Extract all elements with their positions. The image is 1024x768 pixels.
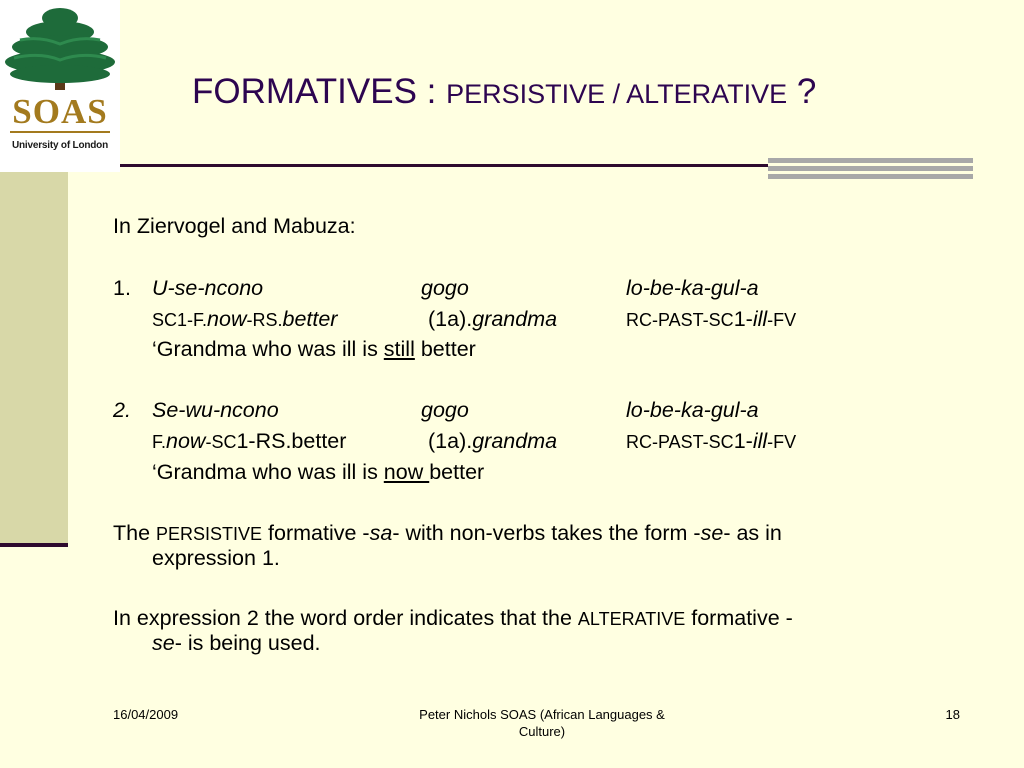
title-mark: ?	[787, 72, 817, 111]
logo-subtitle: University of London	[11, 140, 108, 151]
example-2-word-1: Se-wu-ncono	[152, 398, 279, 422]
example-2-word-2: gogo	[421, 398, 469, 422]
example-1-translation	[152, 339, 476, 361]
example-1-gloss-1	[152, 309, 337, 331]
text-part: - as in	[723, 521, 782, 545]
text-part: - with non-verbs takes the form -	[392, 521, 701, 545]
gloss-part: 1-	[733, 429, 753, 453]
gloss-part: RC-PAST-SC	[626, 432, 734, 452]
example-1-word-1: U-se-ncono	[152, 276, 264, 300]
footer-author-line-2: Culture)	[518, 723, 566, 739]
gloss-part: -FV	[767, 310, 797, 330]
term-persistive: PERSISTIVE	[156, 524, 263, 544]
morpheme: sa	[369, 521, 393, 545]
example-1-gloss-2	[428, 309, 557, 331]
translation-part: ‘Grandma who was ill is	[152, 460, 384, 484]
footer-author	[392, 707, 692, 741]
gloss-part: F.	[152, 432, 167, 452]
example-2-word-3: lo-be-ka-gul-a	[626, 398, 759, 422]
gloss-part: ill	[752, 429, 768, 453]
text-part: In expression 2 the word order indicates that the	[113, 606, 578, 630]
gloss-part: -FV	[767, 432, 797, 452]
term-alterative: ALTERATIVE	[577, 609, 686, 629]
gloss-part: 1-	[733, 307, 753, 331]
example-1-word-2: gogo	[421, 276, 469, 300]
gloss-part: RC-PAST-SC	[626, 310, 734, 330]
paragraph-2-line-2	[152, 633, 321, 655]
title-sub: PERSISTIVE / ALTERATIVE	[446, 79, 788, 109]
gloss-part: -SC	[205, 432, 237, 452]
translation-emphasis: now	[383, 460, 430, 484]
example-2-gloss-3	[626, 431, 796, 453]
text-part: The	[113, 521, 157, 545]
gloss-part: SC	[152, 310, 178, 330]
footer-page-number: 18	[945, 707, 960, 722]
gloss-part: ill	[752, 307, 768, 331]
text-part: formative -	[262, 521, 370, 545]
example-1-number: 1.	[113, 276, 131, 300]
gloss-part: grandma	[472, 429, 558, 453]
gloss-part: better	[282, 307, 338, 331]
example-2-translation	[152, 462, 484, 484]
example-2-number: 2.	[113, 398, 131, 422]
translation-emphasis: still	[383, 337, 415, 361]
translation-part: better	[429, 460, 485, 484]
logo-text: SOAS	[12, 92, 108, 131]
gloss-part: now	[166, 429, 206, 453]
translation-part: better	[414, 337, 476, 361]
example-1-word-3: lo-be-ka-gul-a	[626, 276, 759, 300]
example-1-gloss-3	[626, 309, 796, 331]
text-part: - is being used.	[174, 631, 321, 655]
example-2-gloss-2	[428, 431, 557, 453]
example-2-gloss-1	[152, 431, 346, 453]
morpheme: se	[700, 521, 724, 545]
gloss-part: 1-F.	[177, 310, 208, 330]
gloss-part: now	[207, 307, 247, 331]
translation-part: ‘Grandma who was ill is	[152, 337, 384, 361]
gloss-part: grandma	[472, 307, 558, 331]
footer-author-line-1: Peter Nichols SOAS (African Languages &	[419, 707, 665, 722]
title-main: FORMATIVES :	[192, 72, 447, 111]
text-part: formative -	[685, 606, 793, 630]
morpheme: se	[152, 631, 175, 655]
gloss-part: 1-RS.better	[236, 429, 347, 453]
gloss-part: -RS.	[246, 310, 283, 330]
footer-date: 16/04/2009	[113, 707, 179, 722]
paragraph-1-line-1	[113, 523, 782, 545]
gloss-part: (1a).	[428, 429, 473, 453]
gloss-part: (1a).	[428, 307, 473, 331]
paragraph-2-line-1	[113, 608, 793, 630]
intro-line: In Ziervogel and Mabuza:	[113, 214, 356, 238]
paragraph-1-line-2: expression 1.	[152, 546, 280, 570]
